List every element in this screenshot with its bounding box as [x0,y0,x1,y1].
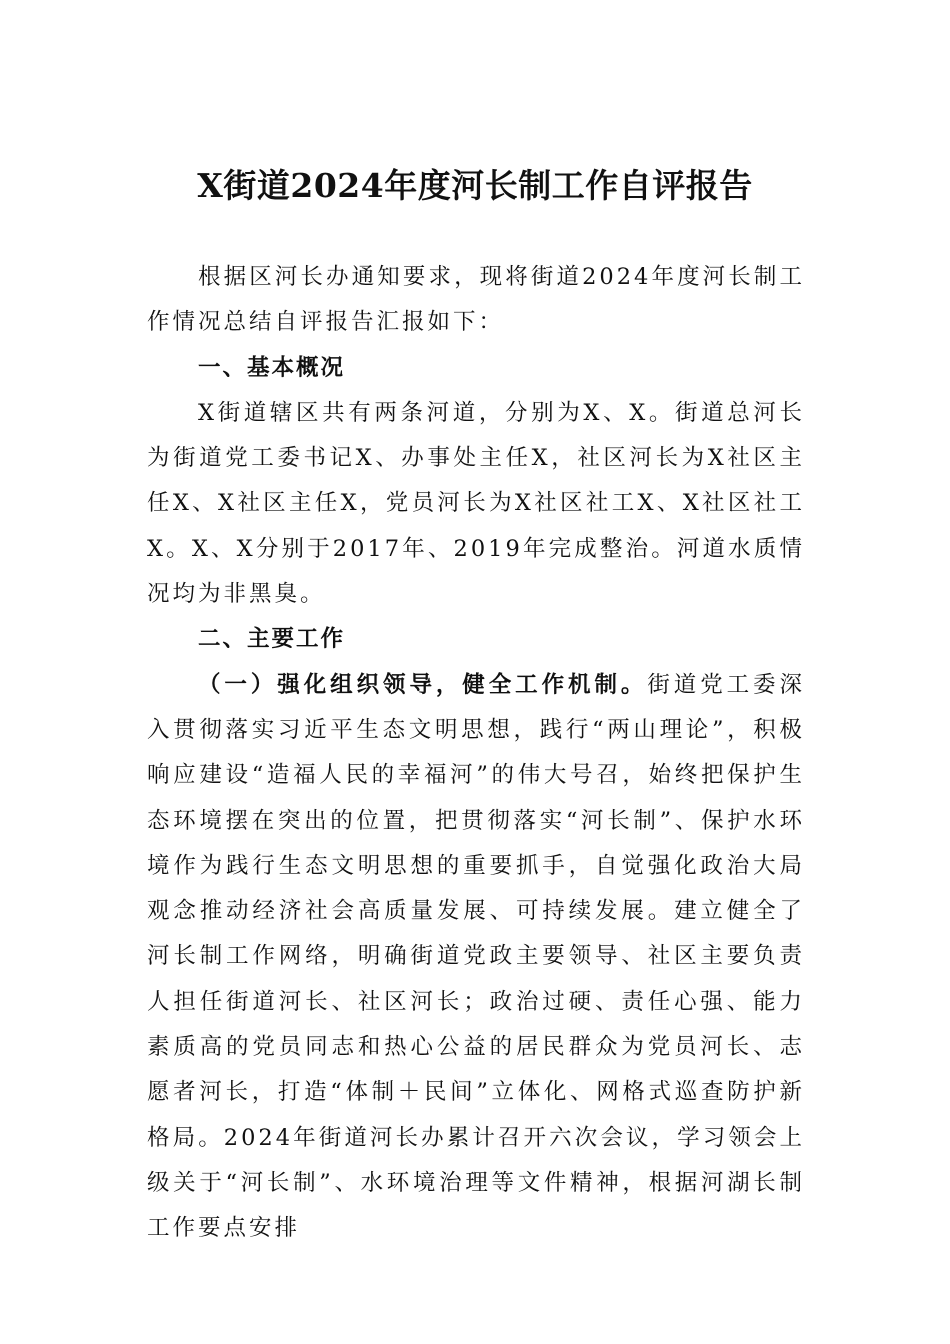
main-work-paragraph [147,663,805,1252]
sub-heading-organization: （一）强化组织领导，健全工作机制。 [198,671,648,698]
section-heading-main-work: 二、主要工作 [198,626,346,653]
overview-paragraph: X街道辖区共有两条河道，分别为X、X。街道总河长为街道党工委书记X、办事处主任X，社区河长为X社区主任X、X社区主任X，党员河长为X社区社工X、X社区社工X。X、X分别于2017年、2019年完成整治。河道水质情况均为非黑臭。 [147,399,805,608]
document-body [147,255,805,1252]
intro-paragraph: 根据区河长办通知要求，现将街道2024年度河长制工作情况总结自评报告汇报如下： [147,264,805,336]
document-title: X街道2024年度河长制工作自评报告 [197,166,753,205]
section-heading-overview: 一、基本概况 [198,354,346,381]
organization-text: 街道党工委深入贯彻落实习近平生态文明思想，践行“两山理论”，积极响应建设“造福人民的幸福河”的伟大号召，始终把保护生态环境摆在突出的位置，把贯彻落实“河长制”、保护水环境作为践行生态文明思想的重要抓手，自觉强化政治大局观念推动经济社会高质量发展、可持续发展。建立健全了河长制工作网络，明确街道党政主要领导、社区主要负责人担任街道河长、社区河长；政治过硬、责任心强、能力素质高的党员同志和热心公益的居民群众为党员河长、志愿者河长，打造“体制＋民间”立体化、网格式巡查防护新格局。2024年街道河长办累计召开六次会议，学习领会上级关于“河长制”、水环境治理等文件精神，根据河湖长制工作要点安排 [147,671,805,1242]
